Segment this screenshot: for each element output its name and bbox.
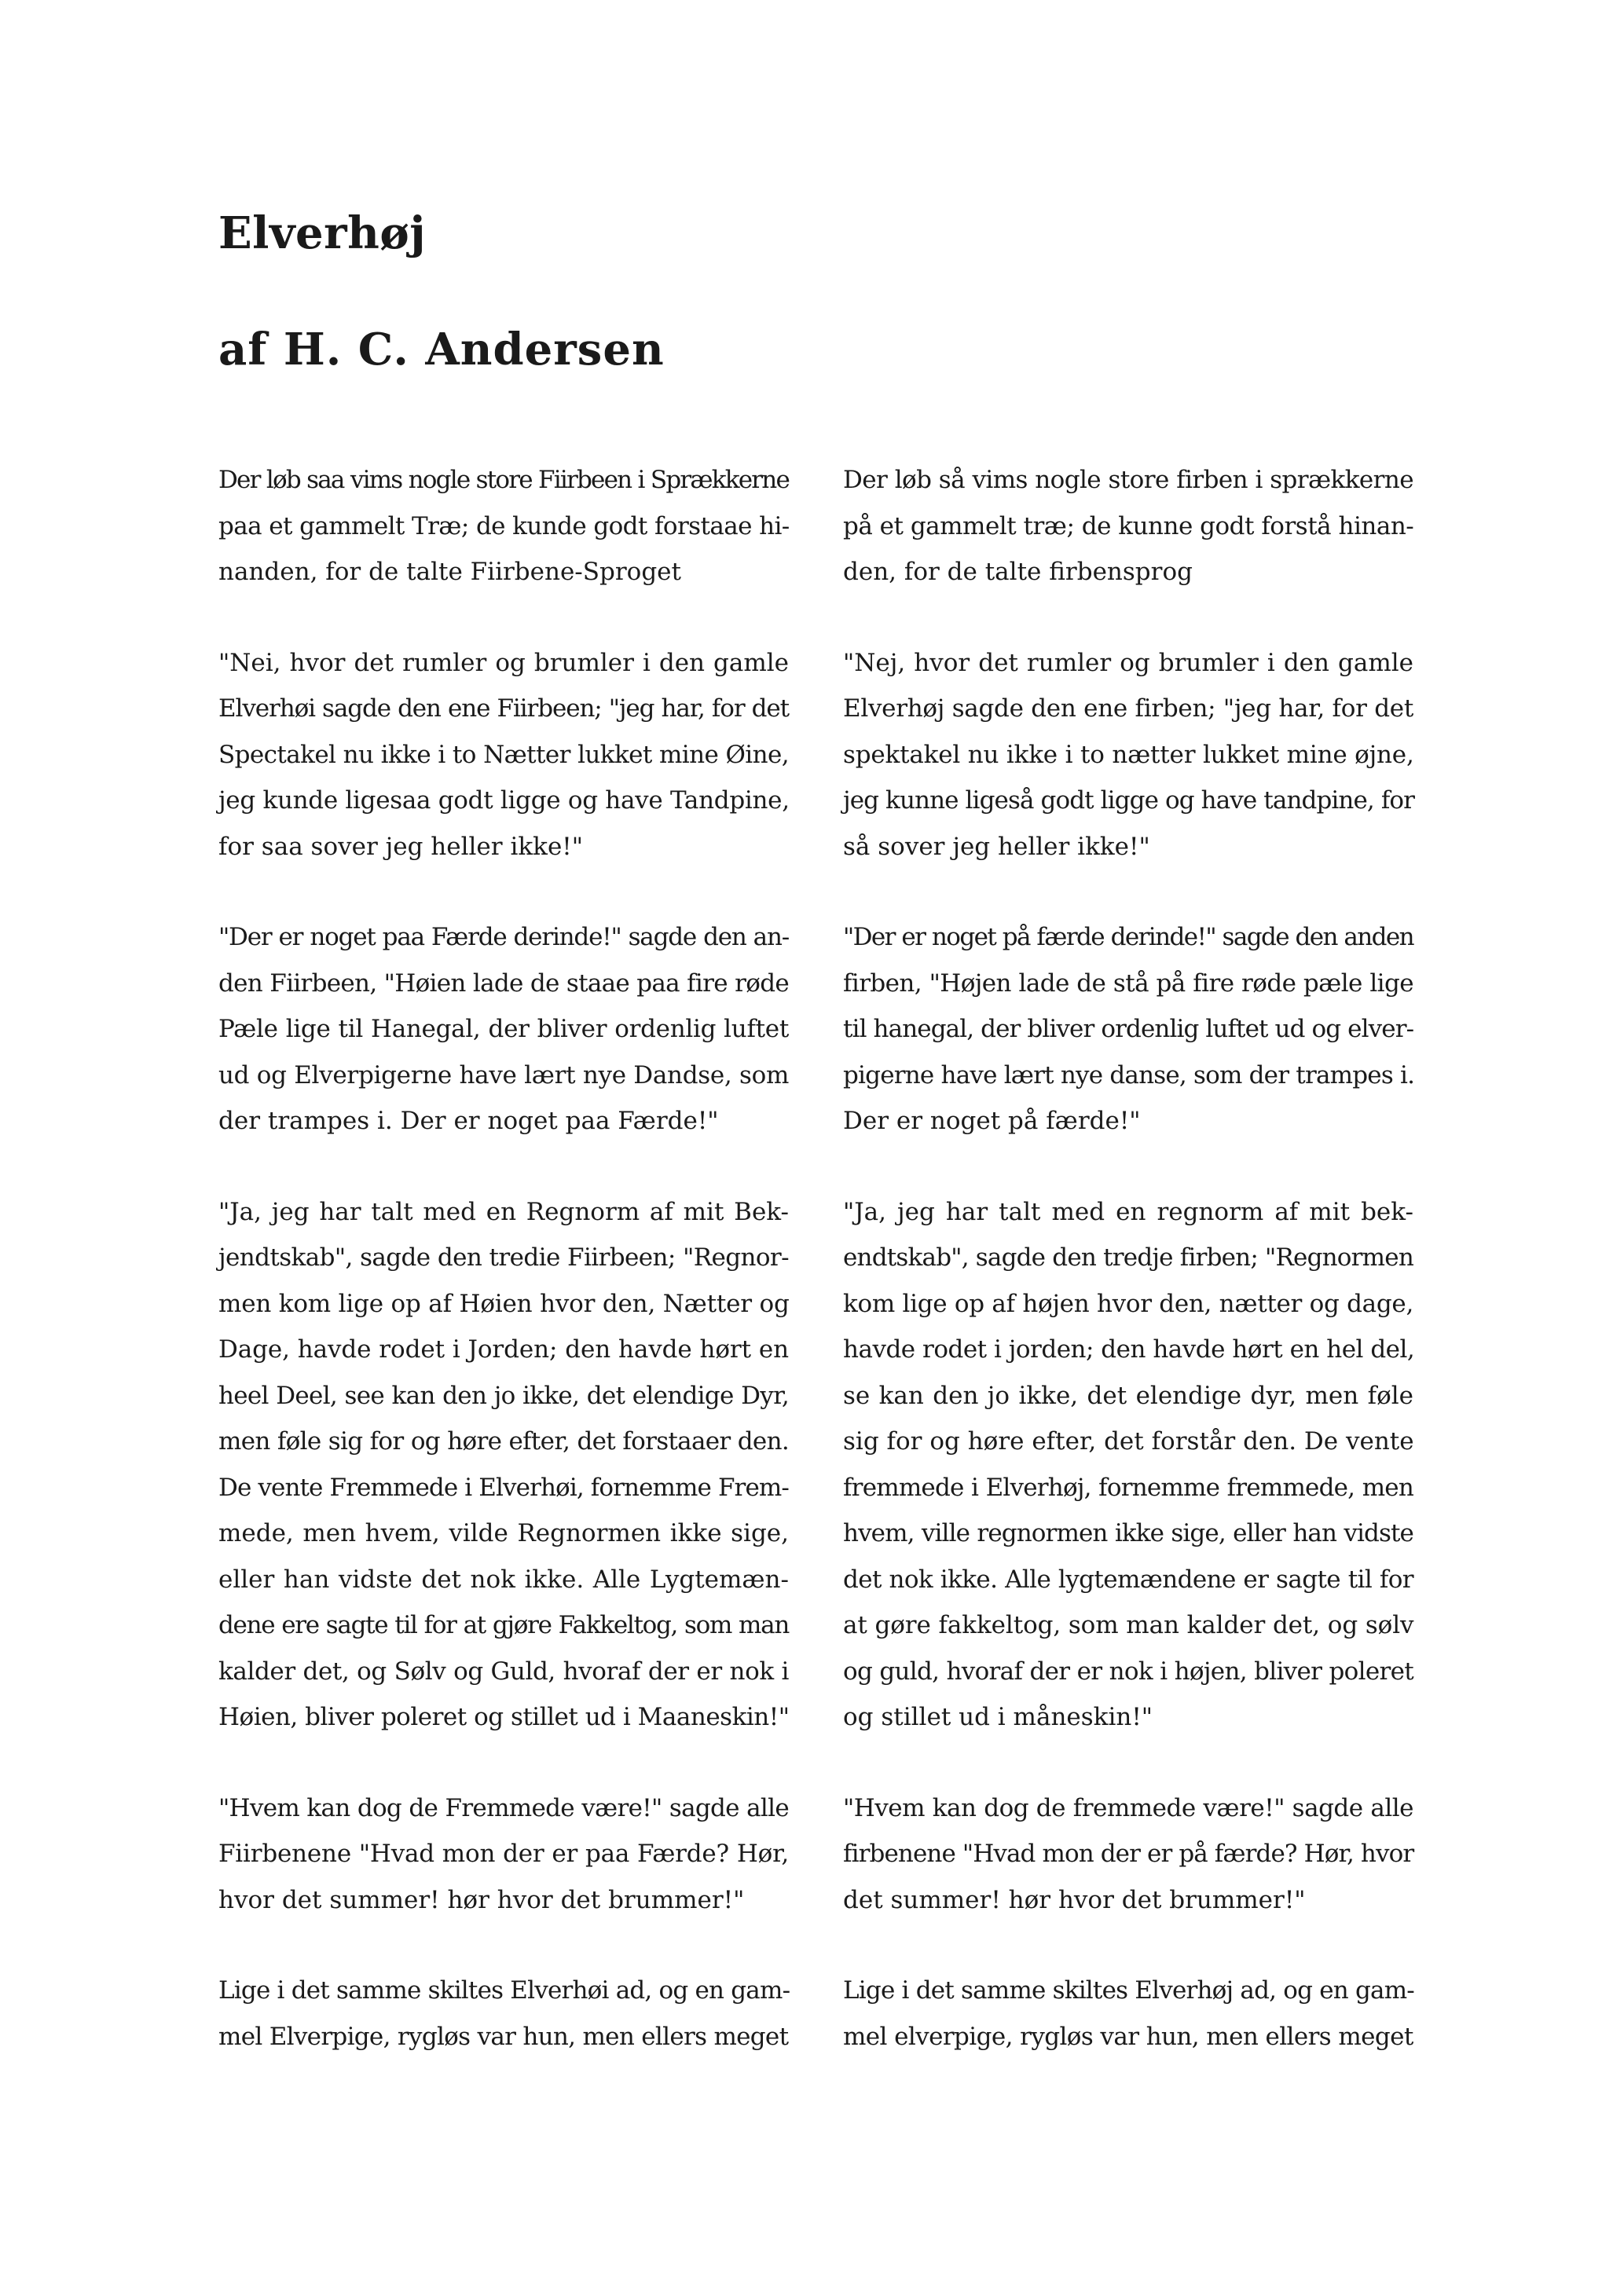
paragraph bbox=[218, 914, 789, 1144]
text-line: mel elverpige, rygløs var hun, men ellers meget bbox=[843, 2022, 1413, 2051]
text-line: fremmede i Elverhøj, fornemme fremmede, men bbox=[843, 1473, 1413, 1502]
text-line: mel Elverpige, rygløs var hun, men ellers meget bbox=[218, 2022, 789, 2051]
text-line: jeg kunde ligesaa godt ligge og have Tandpine, bbox=[218, 786, 790, 815]
text-line: "Nej, hvor det rumler og brumler i den gamle bbox=[843, 648, 1413, 677]
text-line: og stillet ud i måneskin!" bbox=[843, 1703, 1153, 1731]
text-line: havde rodet i jorden; den havde hørt en hel del, bbox=[843, 1335, 1415, 1364]
text-line: hvor det summer! hør hvor det brummer!" bbox=[218, 1885, 745, 1914]
text-line: Der løb så vims nogle store firben i sprækkerne bbox=[843, 466, 1413, 494]
paragraph bbox=[843, 1785, 1413, 1924]
text-line: Fiirbenene "Hvad mon der er paa Færde? Hør, bbox=[218, 1840, 789, 1868]
document-author: af H. C. Andersen bbox=[218, 324, 665, 375]
paragraph bbox=[843, 1189, 1413, 1741]
paragraph bbox=[218, 640, 789, 870]
text-line: Lige i det samme skiltes Elverhøj ad, og en gam- bbox=[843, 1976, 1414, 2005]
paragraph bbox=[843, 457, 1413, 595]
text-line: Der løb saa vims nogle store Fiirbeen i Sprækkerne bbox=[218, 466, 789, 494]
text-line: Pæle lige til Hanegal, der bliver ordenlig luftet bbox=[218, 1015, 789, 1043]
paragraph bbox=[843, 914, 1413, 1144]
text-line: kalder det, og Sølv og Guld, hvoraf der er nok i bbox=[218, 1657, 789, 1686]
text-line: De vente Fremmede i Elverhøi, fornemme Frem- bbox=[218, 1473, 789, 1502]
text-line: "Hvem kan dog de fremmede være!" sagde alle bbox=[843, 1793, 1413, 1822]
text-line: der trampes i. Der er noget paa Færde!" bbox=[218, 1107, 719, 1135]
paragraph bbox=[218, 457, 789, 595]
text-line: at gøre fakkeltog, som man kalder det, og sølv bbox=[843, 1611, 1414, 1639]
text-line: så sover jeg heller ikke!" bbox=[843, 832, 1150, 861]
text-line: ud og Elverpigerne have lært nye Dandse, som bbox=[218, 1060, 790, 1089]
text-line: firben, "Højen lade de stå på fire røde pæle lige bbox=[843, 969, 1413, 998]
text-line: kom lige op af højen hvor den, nætter og dage, bbox=[843, 1289, 1413, 1318]
paragraph bbox=[843, 640, 1413, 870]
text-line: "Der er noget på færde derinde!" sagde den anden bbox=[843, 923, 1413, 951]
text-line: den, for de talte firbensprog bbox=[843, 558, 1193, 586]
text-line: firbenene "Hvad mon der er på færde? Hør, hvor bbox=[843, 1840, 1414, 1868]
text-line: Der er noget på færde!" bbox=[843, 1107, 1141, 1135]
paragraph bbox=[218, 1968, 789, 2060]
text-line: nanden, for de talte Fiirbene-Sproget bbox=[218, 558, 681, 586]
text-line: dene ere sagte til for at gjøre Fakkeltog, som man bbox=[218, 1611, 789, 1639]
text-line: "Ja, jeg har talt med en regnorm af mit bek- bbox=[843, 1197, 1413, 1226]
paragraph bbox=[218, 1189, 789, 1741]
text-line: den Fiirbeen, "Høien lade de staae paa fire røde bbox=[218, 969, 789, 998]
text-line: men føle sig for og høre efter, det forstaaer den. bbox=[218, 1427, 789, 1456]
column-original-spelling bbox=[218, 457, 789, 2104]
text-line: sig for og høre efter, det forstår den. De vente bbox=[843, 1427, 1414, 1456]
text-line: pigerne have lært nye danse, som der trampes i. bbox=[843, 1060, 1415, 1089]
text-line: det nok ikke. Alle lygtemændene er sagte til for bbox=[843, 1565, 1413, 1594]
text-line: på et gammelt træ; de kunne godt forstå hinan- bbox=[843, 511, 1414, 540]
text-line: Elverhøi sagde den ene Fiirbeen; "jeg har, for det bbox=[218, 694, 789, 723]
text-line: "Ja, jeg har talt med en Regnorm af mit Bek- bbox=[218, 1197, 789, 1226]
text-line: men kom lige op af Høien hvor den, Nætter og bbox=[218, 1289, 790, 1318]
text-line: spektakel nu ikke i to nætter lukket mine øjne, bbox=[843, 740, 1414, 769]
text-line: "Der er noget paa Færde derinde!" sagde den an- bbox=[218, 923, 789, 951]
paragraph bbox=[843, 1968, 1413, 2060]
column-modern-spelling bbox=[843, 457, 1413, 2104]
document-page bbox=[218, 0, 1421, 2296]
document-title: Elverhøj bbox=[218, 207, 426, 259]
text-line: Spectakel nu ikke i to Nætter lukket mine Øine, bbox=[218, 740, 789, 769]
text-line: Dage, havde rodet i Jorden; den havde hørt en bbox=[218, 1335, 789, 1364]
text-line: jendtskab", sagde den tredie Fiirbeen; "Regnor- bbox=[218, 1243, 789, 1272]
text-line: jeg kunne ligeså godt ligge og have tandpine, for bbox=[843, 786, 1415, 815]
text-line: det summer! hør hvor det brummer!" bbox=[843, 1885, 1306, 1914]
text-line: til hanegal, der bliver ordenlig luftet ud og elver- bbox=[843, 1015, 1414, 1043]
text-line: hvem, ville regnormen ikke sige, eller han vidste bbox=[843, 1519, 1413, 1547]
text-line: se kan den jo ikke, det elendige dyr, men føle bbox=[843, 1381, 1413, 1410]
text-line: Lige i det samme skiltes Elverhøi ad, og en gam- bbox=[218, 1976, 790, 2005]
text-line: "Nei, hvor det rumler og brumler i den gamle bbox=[218, 648, 789, 677]
text-line: og guld, hvoraf der er nok i højen, bliver poleret bbox=[843, 1657, 1413, 1686]
text-line: Høien, bliver poleret og stillet ud i Maaneskin!" bbox=[218, 1703, 790, 1731]
text-line: eller han vidste det nok ikke. Alle Lygtemæn- bbox=[218, 1565, 789, 1594]
text-line: paa et gammelt Træ; de kunde godt forstaae hi- bbox=[218, 511, 790, 540]
paragraph bbox=[218, 1785, 789, 1924]
text-line: for saa sover jeg heller ikke!" bbox=[218, 832, 584, 861]
text-line: mede, men hvem, vilde Regnormen ikke sige, bbox=[218, 1519, 789, 1547]
text-line: "Hvem kan dog de Fremmede være!" sagde alle bbox=[218, 1793, 789, 1822]
text-line: Elverhøj sagde den ene firben; "jeg har, for det bbox=[843, 694, 1413, 723]
text-line: heel Deel, see kan den jo ikke, det elendige Dyr, bbox=[218, 1381, 789, 1410]
text-line: endtskab", sagde den tredje firben; "Regnormen bbox=[843, 1243, 1413, 1272]
